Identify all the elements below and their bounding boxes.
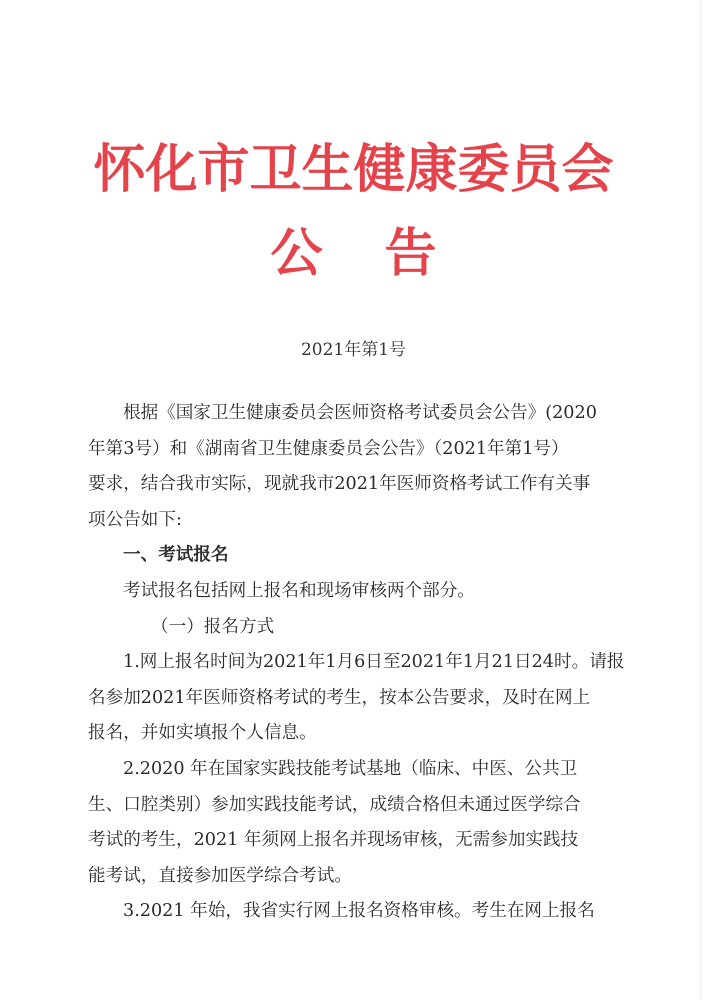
paragraph-item-3 (88, 894, 614, 930)
paragraph-item-2 (88, 752, 614, 894)
text-line: 要求，结合我市实际，现就我市2021年医师资格考试工作有关事 (88, 474, 591, 495)
section-heading-registration (88, 538, 614, 574)
text-line: 2.2020 年在国家实践技能考试基地（临床、中医、公共卫 (123, 758, 578, 779)
issuer-title: 怀化市卫生健康委员会 (93, 139, 614, 200)
text-line: 生、口腔类别）参加实践技能考试，成绩合格但未通过医学综合 (88, 794, 581, 815)
heading-text: （一）报名方式 (151, 616, 275, 637)
document-body (88, 396, 625, 930)
text-line: 名参加2021年医师资格考试的考生，按本公告要求，及时在网上 (88, 687, 591, 708)
paragraph-registration-overview (88, 574, 614, 610)
text-line: 能考试，直接参加医学综合考试。 (88, 865, 352, 886)
heading-text: 一、考试报名 (123, 545, 229, 566)
text-line: 考试报名包括网上报名和现场审核两个部分。 (123, 580, 475, 601)
text-line: 根据《国家卫生健康委员会医师资格考试委员会公告》(2020 (123, 403, 597, 423)
text-line: 年第3号）和《湖南省卫生健康委员会公告》（2021年第1号） (88, 438, 569, 459)
text-line: 1.网上报名时间为2021年1月6日至2021年1月21日24时。请报 (123, 652, 625, 673)
paragraph-intro (88, 396, 614, 538)
text-line: 考试的考生，2021 年须网上报名并现场审核，无需参加实践技 (88, 830, 579, 851)
text-line: 报名，并如实填报个人信息。 (88, 723, 317, 744)
document-number: 2021年第1号 (300, 340, 407, 360)
paragraph-item-1 (88, 645, 625, 752)
doc-type-title: 公告 (270, 223, 499, 284)
text-line: 项公告如下: (88, 509, 182, 530)
subsection-heading-method (88, 610, 614, 646)
text-line: 3.2021 年始，我省实行网上报名资格审核。考生在网上报名 (123, 901, 595, 922)
